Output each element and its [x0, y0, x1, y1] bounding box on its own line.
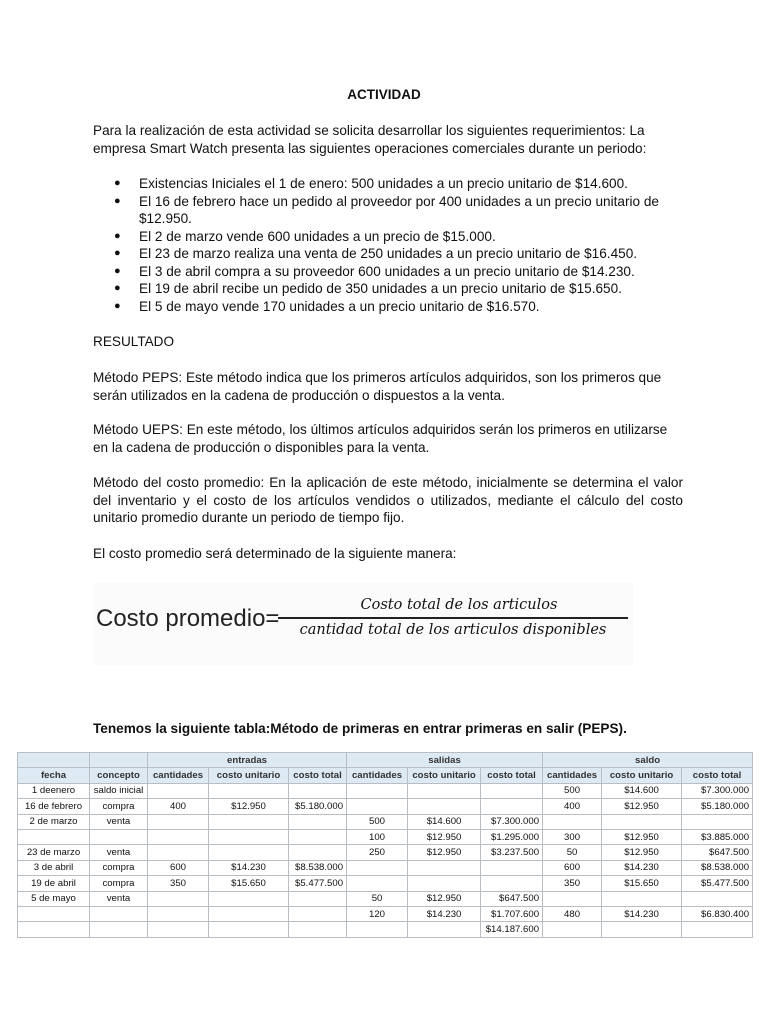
table-cell [408, 799, 481, 814]
table-row [18, 799, 753, 814]
table-cell: $12.950 [602, 799, 682, 814]
table-cell: $12.950 [602, 829, 682, 844]
table-cell: 350 [148, 876, 209, 891]
table-row [18, 860, 753, 875]
table-cell: $7.300.000 [682, 783, 753, 798]
table-cell [148, 845, 209, 860]
formula-image [93, 583, 633, 665]
table-cell [289, 814, 347, 829]
bullet-icon: ● [114, 229, 121, 242]
column-header: fecha [18, 768, 90, 783]
table-cell: venta [90, 845, 148, 860]
table-cell: 5 de mayo [18, 891, 90, 906]
table-cell [289, 906, 347, 921]
table-cell: $6.830.400 [682, 906, 753, 921]
table-cell: $12.950 [408, 845, 481, 860]
table-row [18, 922, 753, 937]
column-header: cantidades [543, 768, 602, 783]
table-cell: $15.650 [602, 876, 682, 891]
table-cell [602, 891, 682, 906]
table-cell: $5.180.000 [682, 799, 753, 814]
bullet-icon: ● [114, 177, 121, 189]
table-cell: $3.237.500 [481, 845, 543, 860]
table-row [18, 829, 753, 844]
table-cell: $12.950 [408, 829, 481, 844]
table-cell [682, 891, 753, 906]
table-row [18, 845, 753, 860]
table-cell [289, 845, 347, 860]
table-cell: $14.230 [408, 906, 481, 921]
table-cell: $12.950 [209, 799, 289, 814]
table-cell [148, 829, 209, 844]
table-cell: 480 [543, 906, 602, 921]
table-cell [209, 891, 289, 906]
table-cell: venta [90, 891, 148, 906]
column-header: concepto [90, 768, 148, 783]
table-cell: $12.950 [602, 845, 682, 860]
table-cell [602, 922, 682, 937]
table-cell: $8.538.000 [682, 860, 753, 875]
table-cell [209, 814, 289, 829]
table-cell: 600 [148, 860, 209, 875]
column-header: costo total [682, 768, 753, 783]
table-cell: $14.230 [602, 906, 682, 921]
table-cell: 300 [543, 829, 602, 844]
table-cell: $12.950 [408, 891, 481, 906]
table-cell: 1 deenero [18, 783, 90, 798]
table-cell [682, 814, 753, 829]
table-cell [347, 922, 408, 937]
table-cell [148, 922, 209, 937]
list-item: ● El 2 de marzo vende 600 unidades a un precio de $15.000. [114, 228, 496, 244]
table-cell [18, 906, 90, 921]
table-cell: $647.500 [481, 891, 543, 906]
table-cell: $14.600 [408, 814, 481, 829]
table-cell: 50 [543, 845, 602, 860]
table-cell: venta [90, 814, 148, 829]
list-item: ● El 3 de abril compra a su proveedor 600 unidades a un precio unitario de $14.230. [114, 263, 635, 279]
table-cell [408, 860, 481, 875]
table-cell [148, 783, 209, 798]
column-header: costo total [289, 768, 347, 783]
table-cell: compra [90, 876, 148, 891]
table-cell [90, 829, 148, 844]
table-row [18, 783, 753, 798]
table-cell: 400 [148, 799, 209, 814]
table-cell: $15.650 [209, 876, 289, 891]
table-cell [209, 845, 289, 860]
column-header: costo total [481, 768, 543, 783]
table-cell [602, 814, 682, 829]
table-cell: saldo inicial [90, 783, 148, 798]
table-cell: 19 de abril [18, 876, 90, 891]
list-item: ● El 19 de abril recibe un pedido de 350 unidades a un precio unitario de $15.650. [114, 281, 622, 296]
table-cell [481, 783, 543, 798]
table-cell [289, 783, 347, 798]
requirements-list [93, 175, 683, 315]
bullet-icon: ● [114, 247, 121, 259]
column-header: costo unitario [209, 768, 289, 783]
group-header-blank [18, 753, 90, 768]
table-row [18, 814, 753, 829]
table-cell [90, 906, 148, 921]
peps-table [17, 752, 753, 938]
formula-denominator: cantidad total de los articulos disponibles [299, 622, 607, 638]
table-cell [481, 876, 543, 891]
table-cell [148, 906, 209, 921]
table-cell: $3.885.000 [682, 829, 753, 844]
table-cell [18, 829, 90, 844]
column-header: cantidades [148, 768, 209, 783]
table-cell: $1.707.600 [481, 906, 543, 921]
table-body [18, 783, 753, 937]
table-cell: $1.295.000 [481, 829, 543, 844]
table-cell: 500 [543, 783, 602, 798]
page-title: ACTIVIDAD [347, 87, 421, 102]
table-cell [347, 783, 408, 798]
list-item: ● El 16 de febrero hace un pedido al proveedor por 400 unidades a un precio unitario de $12.950. [114, 193, 659, 226]
bullet-icon: ● [114, 299, 121, 312]
table-cell: $5.477.500 [289, 876, 347, 891]
group-header-blank [90, 753, 148, 768]
table-cell: 600 [543, 860, 602, 875]
table-cell: 250 [347, 845, 408, 860]
table-column-header [18, 768, 753, 783]
table-cell [543, 922, 602, 937]
table-cell: $14.187.600 [481, 922, 543, 937]
formula-lhs: Costo promedio= [96, 605, 280, 632]
group-header-entradas: entradas [148, 753, 347, 768]
table-cell [347, 876, 408, 891]
table-cell [148, 891, 209, 906]
intro-paragraph: Para la realización de esta actividad se solicita desarrollar los siguientes requerimientos: La empresa Smart Watch presenta las siguientes operaciones comerciales durante un periodo: [93, 123, 647, 156]
table-cell [289, 922, 347, 937]
list-item: ● Existencias Iniciales el 1 de enero: 500 unidades a un precio unitario de $14.600. [114, 176, 628, 191]
bullet-icon: ● [114, 194, 121, 207]
table-cell: $14.230 [209, 860, 289, 875]
formula-fraction [278, 597, 628, 638]
promedio-intro: El costo promedio será determinado de la siguiente manera: [93, 546, 457, 561]
table-cell [209, 829, 289, 844]
table-cell: $14.230 [602, 860, 682, 875]
table-cell [481, 860, 543, 875]
table-cell: $5.180.000 [289, 799, 347, 814]
table-cell: compra [90, 799, 148, 814]
table-cell [408, 783, 481, 798]
formula-numerator: Costo total de los articulos [278, 597, 628, 619]
table-cell: $8.538.000 [289, 860, 347, 875]
column-header: costo unitario [408, 768, 481, 783]
table-cell: $7.300.000 [481, 814, 543, 829]
resultado-heading: RESULTADO [93, 334, 175, 349]
table-cell [209, 922, 289, 937]
table-row [18, 876, 753, 891]
table-cell: 350 [543, 876, 602, 891]
table-cell [543, 891, 602, 906]
table-cell [209, 783, 289, 798]
column-header: costo unitario [602, 768, 682, 783]
table-cell: 500 [347, 814, 408, 829]
table-cell [347, 860, 408, 875]
group-header-salidas: salidas [347, 753, 543, 768]
table-title: Tenemos la siguiente tabla:Método de primeras en entrar primeras en salir (PEPS). [93, 721, 627, 736]
table-cell: $647.500 [682, 845, 753, 860]
table-cell [18, 922, 90, 937]
ueps-paragraph: Método UEPS: En este método, los últimos artículos adquiridos serán los primeros en utilizarse en la cadena de producción o disponibles para la venta. [93, 422, 668, 455]
table-cell [289, 829, 347, 844]
table-cell: 2 de marzo [18, 814, 90, 829]
bullet-icon: ● [114, 282, 121, 294]
table-cell [209, 906, 289, 921]
peps-paragraph: Método PEPS: Este método indica que los primeros artículos adquiridos, son los primeros que serán utilizados en la cadena de producción o dispuestos a la venta. [93, 370, 662, 403]
table-cell [408, 876, 481, 891]
table-cell: 400 [543, 799, 602, 814]
table-row [18, 891, 753, 906]
column-header: cantidades [347, 768, 408, 783]
table-group-header [18, 753, 753, 768]
table-cell [289, 891, 347, 906]
table-cell [90, 922, 148, 937]
table-cell: 100 [347, 829, 408, 844]
table-row [18, 906, 753, 921]
table-cell: 23 de marzo [18, 845, 90, 860]
table-cell [408, 922, 481, 937]
table-cell: 120 [347, 906, 408, 921]
table-cell [481, 799, 543, 814]
table-cell [148, 814, 209, 829]
table-cell: compra [90, 860, 148, 875]
table-cell: 3 de abril [18, 860, 90, 875]
group-header-saldo: saldo [543, 753, 753, 768]
bullet-icon: ● [114, 264, 121, 277]
list-item: ● El 23 de marzo realiza una venta de 250 unidades a un precio unitario de $16.450. [114, 246, 638, 261]
table-cell: 16 de febrero [18, 799, 90, 814]
table-cell [682, 922, 753, 937]
list-item: ● El 5 de mayo vende 170 unidades a un precio unitario de $16.570. [114, 298, 540, 314]
promedio-paragraph: Método del costo promedio: En la aplicación de este método, inicialmente se determina el valor del inventario y el costo de los artículos vendidos o utilizados, mediante el cálculo del costo unitario promedio durante un periodo de tiempo fijo. [93, 475, 683, 525]
table-cell: $5.477.500 [682, 876, 753, 891]
table-cell: 50 [347, 891, 408, 906]
table-cell [347, 799, 408, 814]
table-cell: $14.600 [602, 783, 682, 798]
table-cell [543, 814, 602, 829]
